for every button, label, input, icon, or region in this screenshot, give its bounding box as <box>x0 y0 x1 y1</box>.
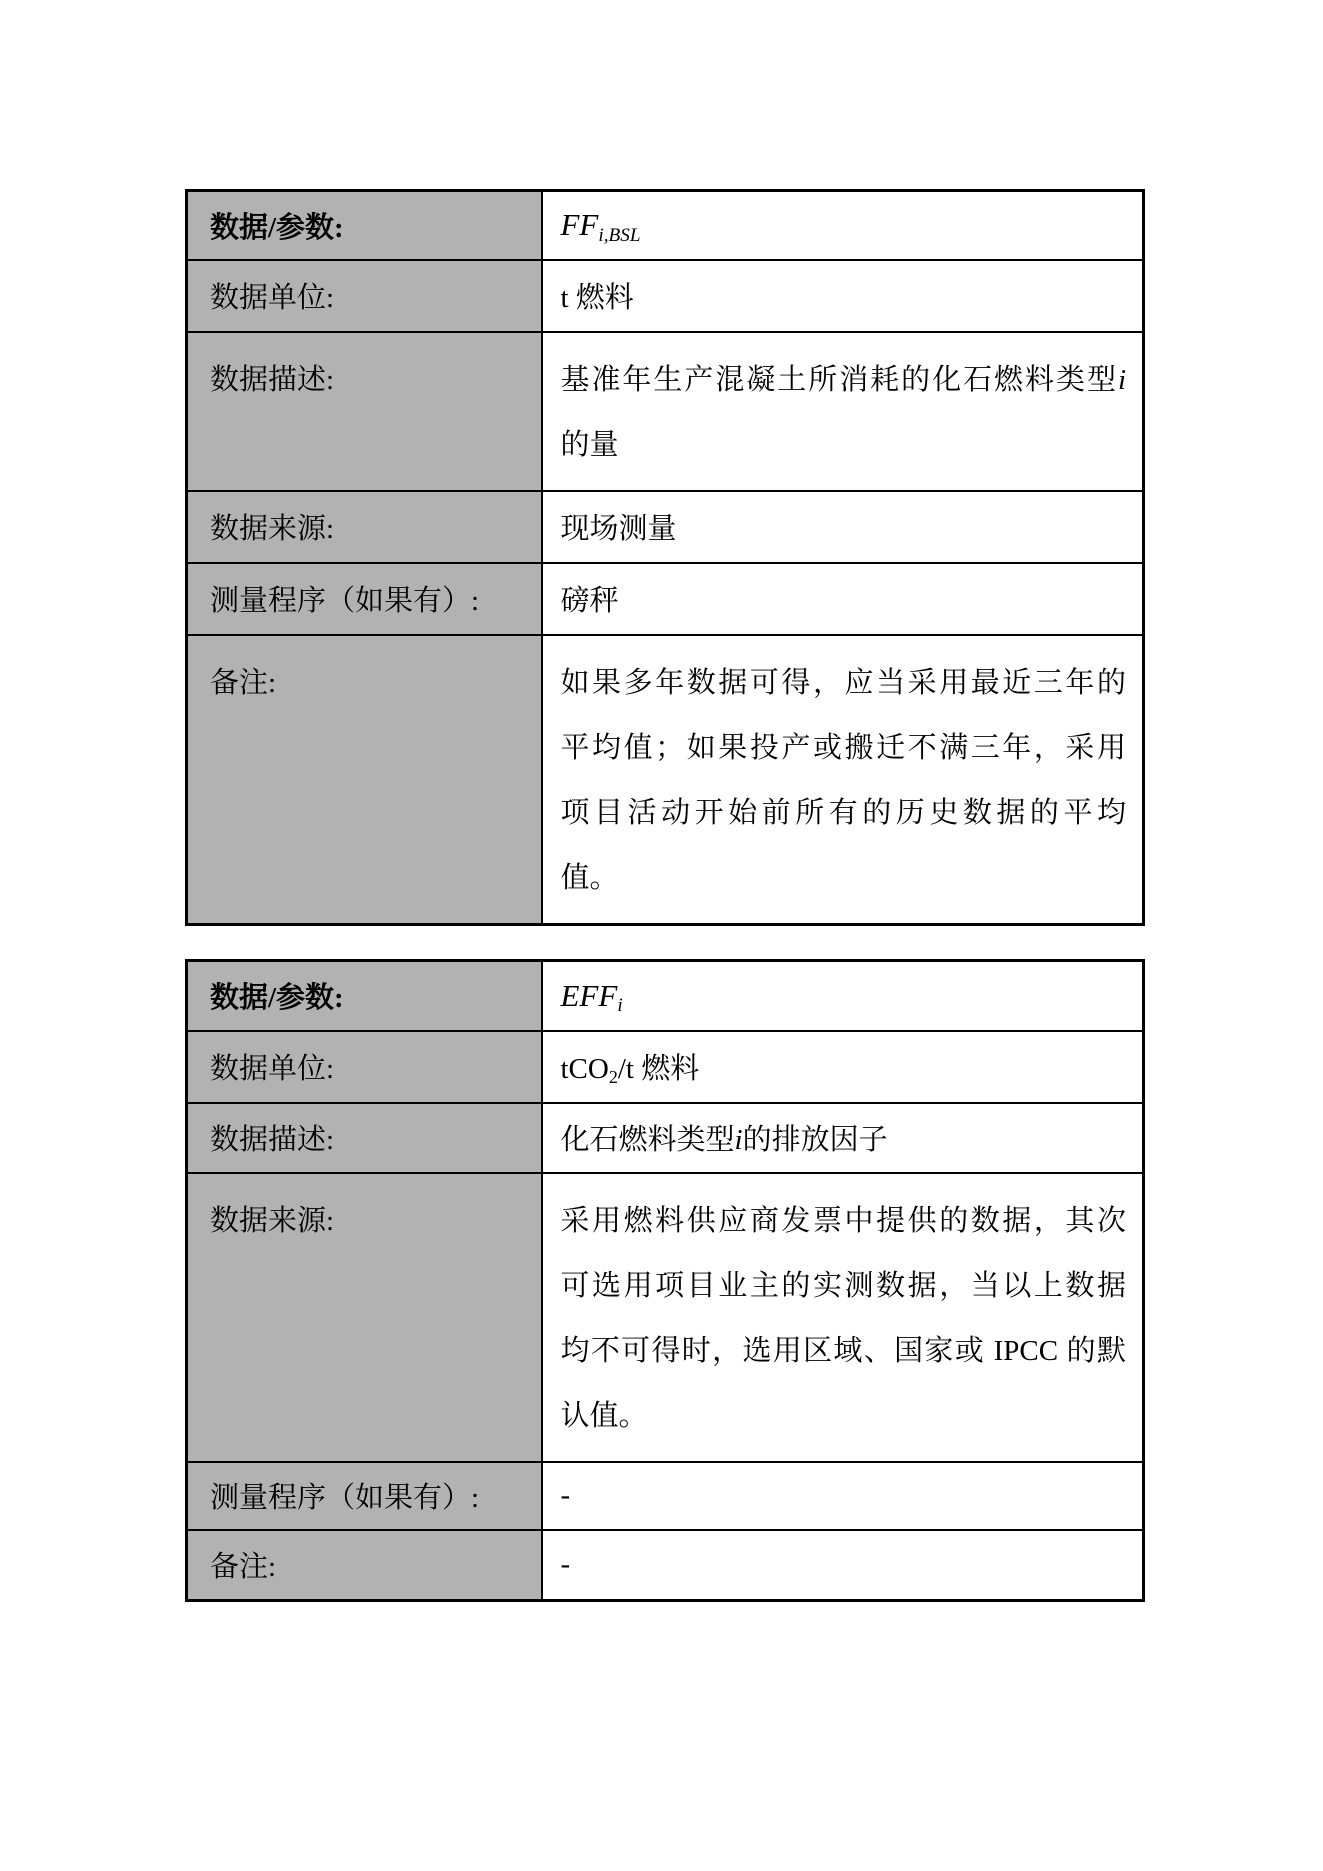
formula-subscript: i,BSL <box>598 224 641 246</box>
text-line: 值。 <box>560 861 619 894</box>
row-label-parameter: 数据/参数: <box>187 191 542 260</box>
table-row-source <box>187 1173 1144 1462</box>
unit-text: /t 燃料 <box>617 1053 700 1085</box>
text-line: 平均值；如果投产或搬迁不满三年，采用 <box>560 731 1126 764</box>
unit-text: tCO <box>560 1053 609 1085</box>
text-line: 均不可得时，选用区域、国家或 IPCC 的默 <box>560 1334 1126 1367</box>
row-value-description <box>542 332 1144 491</box>
table-row-measurement-procedure <box>187 563 1144 635</box>
row-label-remarks: 备注: <box>187 635 542 925</box>
row-label-remarks: 备注: <box>187 1530 542 1601</box>
text-line: 项目活动开始前所有的历史数据的平均 <box>560 796 1126 829</box>
table-row-description <box>187 1103 1144 1173</box>
description-text: 的排放因子 <box>742 1124 888 1156</box>
parameter-formula <box>560 977 623 1017</box>
row-value-measurement-procedure: - <box>542 1462 1144 1530</box>
table-row-measurement-procedure <box>187 1462 1144 1530</box>
table-row-description <box>187 332 1144 491</box>
row-value-remarks: - <box>542 1530 1144 1601</box>
row-value-description <box>542 1103 1144 1173</box>
table-row-unit <box>187 1031 1144 1103</box>
text-line: 可选用项目业主的实测数据，当以上数据 <box>560 1269 1126 1302</box>
table-row-source <box>187 491 1144 563</box>
row-value-source <box>542 1173 1144 1462</box>
row-label-unit: 数据单位: <box>187 1031 542 1103</box>
row-value-measurement-procedure: 磅秤 <box>542 563 1144 635</box>
text-line: 认值。 <box>560 1399 648 1432</box>
formula-subscript: i <box>617 995 623 1017</box>
parameter-table-eff <box>185 959 1145 1602</box>
row-value-unit: t 燃料 <box>542 260 1144 332</box>
row-value-unit <box>542 1031 1144 1103</box>
row-label-unit: 数据单位: <box>187 260 542 332</box>
text-line: 的量 <box>560 428 619 461</box>
row-value-parameter <box>542 191 1144 260</box>
parameter-formula <box>560 207 641 246</box>
table-row-parameter <box>187 191 1144 260</box>
row-value-remarks <box>542 635 1144 925</box>
description-text: 化石燃料类型 <box>560 1124 735 1156</box>
row-label-source: 数据来源: <box>187 491 542 563</box>
table-row-unit <box>187 260 1144 332</box>
row-value-source: 现场测量 <box>542 491 1144 563</box>
unit-subscript: 2 <box>608 1067 618 1088</box>
variable-i: i <box>1117 363 1126 396</box>
text-line <box>561 348 1127 413</box>
table-row-parameter <box>187 961 1144 1031</box>
row-label-measurement-procedure: 测量程序（如果有）: <box>187 1462 542 1530</box>
variable-i: i <box>734 1124 743 1156</box>
text-line: 采用燃料供应商发票中提供的数据，其次 <box>560 1204 1126 1237</box>
row-label-description: 数据描述: <box>187 1103 542 1173</box>
row-value-parameter <box>542 961 1144 1031</box>
text-line: 如果多年数据可得，应当采用最近三年的 <box>560 666 1126 699</box>
formula-base: EFF <box>560 977 618 1013</box>
row-label-measurement-procedure: 测量程序（如果有）: <box>187 563 542 635</box>
table-row-remarks <box>187 1530 1144 1601</box>
table-row-remarks <box>187 635 1144 925</box>
parameter-table-ff-bsl <box>185 189 1145 926</box>
row-label-parameter: 数据/参数: <box>187 961 542 1031</box>
row-label-description: 数据描述: <box>187 332 542 491</box>
description-text: 基准年生产混凝土所消耗的化石燃料类型 <box>560 363 1118 396</box>
row-label-source: 数据来源: <box>187 1173 542 1462</box>
formula-base: FF <box>560 207 599 243</box>
